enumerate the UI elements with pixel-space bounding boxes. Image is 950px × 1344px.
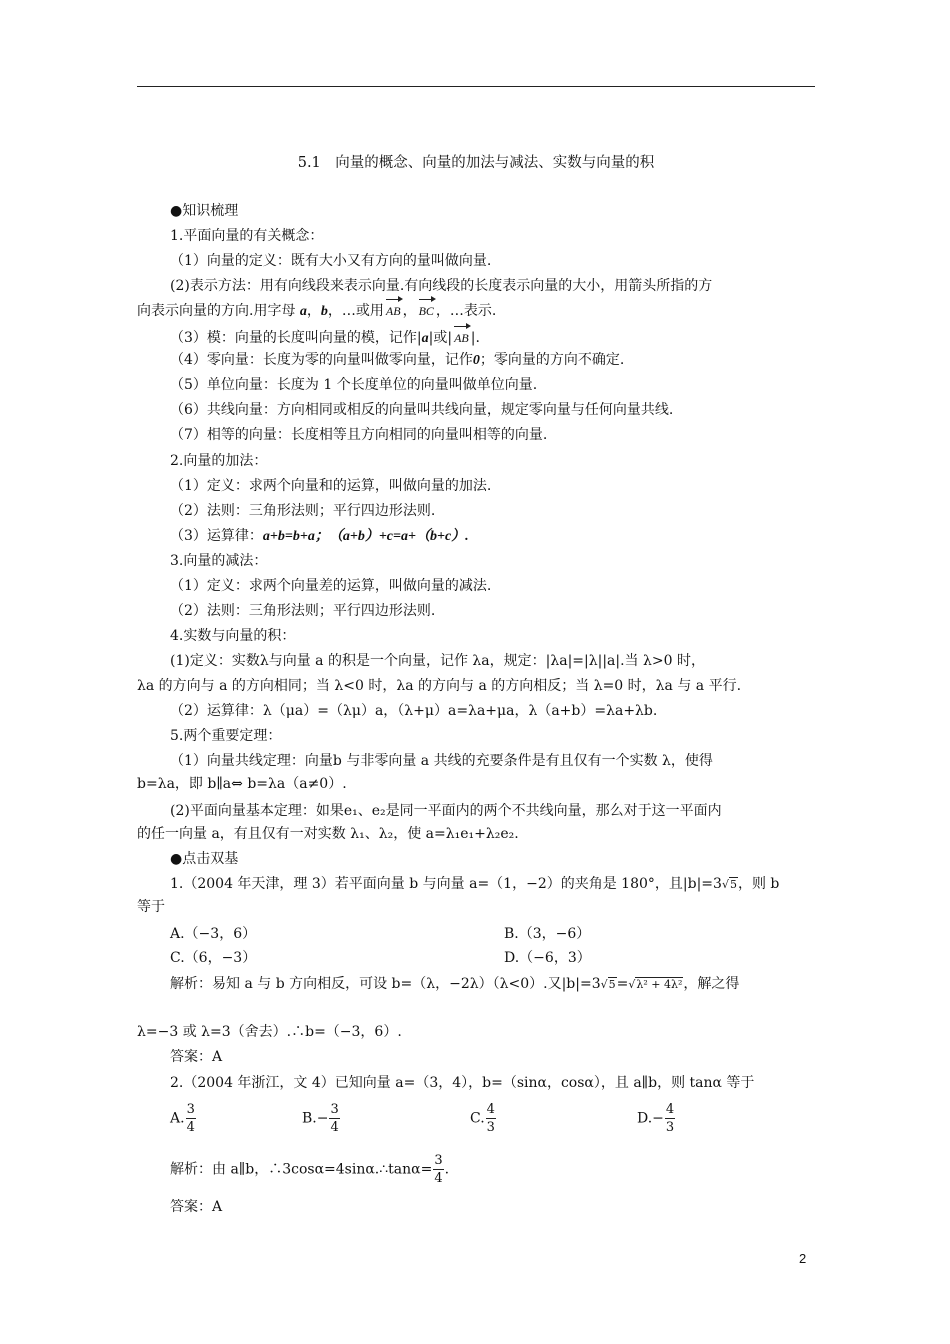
q1-option-c: C.（6，−3） bbox=[170, 950, 257, 966]
q2-option-a: A. $\frac{3}{4}$ bbox=[170, 1102, 195, 1135]
q1-analysis: 解析：易知 a 与 b 方向相反，可设 b=（λ，−2λ）（λ<0）.又|b|=3√5=√λ² + 4λ²，解之得 bbox=[170, 976, 740, 992]
q1-option-a: A.（−3，6） bbox=[170, 926, 257, 942]
concept-unit-vector: （5）单位向量：长度为 1 个长度单位的向量叫做单位向量. bbox=[170, 377, 538, 393]
section-knowledge: ●知识梳理 bbox=[170, 203, 239, 219]
subtraction-rule: （2）法则：三角形法则；平行四边形法则. bbox=[170, 603, 436, 619]
q2-analysis: 解析：由 a∥b，∴3cosα=4sinα.∴tanα= $\frac{3}{4}$ . bbox=[170, 1153, 450, 1186]
vector-bc: BC bbox=[419, 297, 434, 321]
header-rule bbox=[137, 86, 815, 87]
concept-collinear: （6）共线向量：方向相同或相反的向量叫共线向量，规定零向量与任何向量共线. bbox=[170, 402, 674, 418]
addition-rule: （2）法则：三角形法则；平行四边形法则. bbox=[170, 503, 436, 519]
concept-heading: 1.平面向量的有关概念： bbox=[170, 228, 324, 244]
subtraction-definition: （1）定义：求两个向量差的运算，叫做向量的减法. bbox=[170, 578, 492, 594]
q1-option-b: B.（3，−6） bbox=[504, 926, 591, 942]
addition-laws: （3）运算律：a+b=b+a；（a+b）+c=a+（b+c）. bbox=[170, 528, 469, 544]
q2-answer: 答案：A bbox=[170, 1199, 223, 1215]
concept-definition: （1）向量的定义：既有大小又有方向的量叫做向量. bbox=[170, 253, 492, 269]
addition-heading: 2.向量的加法： bbox=[170, 453, 268, 469]
concept-representation-1: (2)表示方法：用有向线段来表示向量.有向线段的长度表示向量的大小，用箭头所指的方 bbox=[170, 278, 713, 294]
concept-magnitude: （3）模：向量的长度叫向量的模，记作|a|或| AB |. bbox=[170, 324, 480, 349]
subtraction-heading: 3.向量的减法： bbox=[170, 553, 268, 569]
q1-analysis-2: λ=−3 或 λ=3（舍去）.∴b=（−3，6）. bbox=[137, 1024, 402, 1040]
concept-equal: （7）相等的向量：长度相等且方向相同的向量叫相等的向量. bbox=[170, 427, 548, 443]
vector-ab: AB bbox=[386, 297, 401, 321]
scalar-definition-1: (1)定义：实数λ与向量 a 的积是一个向量，记作 λa，规定：|λa|=|λ||a|.当 λ>0 时， bbox=[170, 653, 705, 669]
scalar-definition-2: λa 的方向与 a 的方向相同；当 λ<0 时，λa 的方向与 a 的方向相反；当 λ=0 时，λa 与 a 平行. bbox=[137, 678, 742, 694]
scalar-heading: 4.实数与向量的积： bbox=[170, 628, 296, 644]
theorems-heading: 5.两个重要定理： bbox=[170, 728, 282, 744]
collinear-theorem-2: b=λa，即 b∥a⇔ b=λa（a≠0）. bbox=[137, 776, 347, 792]
concept-representation-2: 向表示向量的方向.用字母 a，b，…或用 AB ， BC ，…表示. bbox=[137, 297, 496, 322]
basis-theorem-1: (2)平面向量基本定理：如果e₁、e₂是同一平面内的两个不共线向量，那么对于这一平面内 bbox=[170, 803, 722, 819]
q2-option-d: D.− $\frac{4}{3}$ bbox=[637, 1102, 675, 1135]
basis-theorem-2: 的任一向量 a，有且仅有一对实数 λ₁、λ₂，使 a=λ₁e₁+λ₂e₂. bbox=[137, 826, 519, 842]
q1-option-d: D.（−6，3） bbox=[504, 950, 591, 966]
question-1-stem-2: 等于 bbox=[137, 899, 165, 915]
question-1-stem: 1.（2004 年天津，理 3）若平面向量 b 与向量 a=（1，−2）的夹角是 180°，且|b|=3√5，则 b bbox=[170, 876, 780, 892]
q1-answer: 答案：A bbox=[170, 1049, 223, 1065]
page-title: 5.1 向量的概念、向量的加法与减法、实数与向量的积 bbox=[297, 155, 655, 171]
page-number: 2 bbox=[799, 1251, 807, 1266]
scalar-laws: （2）运算律：λ（μa）=（λμ）a，（λ+μ）a=λa+μa，λ（a+b）=λa+λb. bbox=[170, 703, 658, 719]
section-basics: ●点击双基 bbox=[170, 851, 239, 867]
addition-definition: （1）定义：求两个向量和的运算，叫做向量的加法. bbox=[170, 478, 492, 494]
q2-option-c: C. $\frac{4}{3}$ bbox=[470, 1102, 495, 1135]
q2-option-b: B.− $\frac{3}{4}$ bbox=[302, 1102, 339, 1135]
concept-zero-vector: （4）零向量：长度为零的向量叫做零向量，记作0；零向量的方向不确定. bbox=[170, 352, 625, 368]
collinear-theorem-1: （1）向量共线定理：向量b 与非零向量 a 共线的充要条件是有且仅有一个实数 λ，使得 bbox=[170, 753, 713, 769]
question-2-stem: 2.（2004 年浙江，文 4）已知向量 a=（3，4），b=（sinα，cosα），且 a∥b，则 tanα 等于 bbox=[170, 1075, 755, 1091]
